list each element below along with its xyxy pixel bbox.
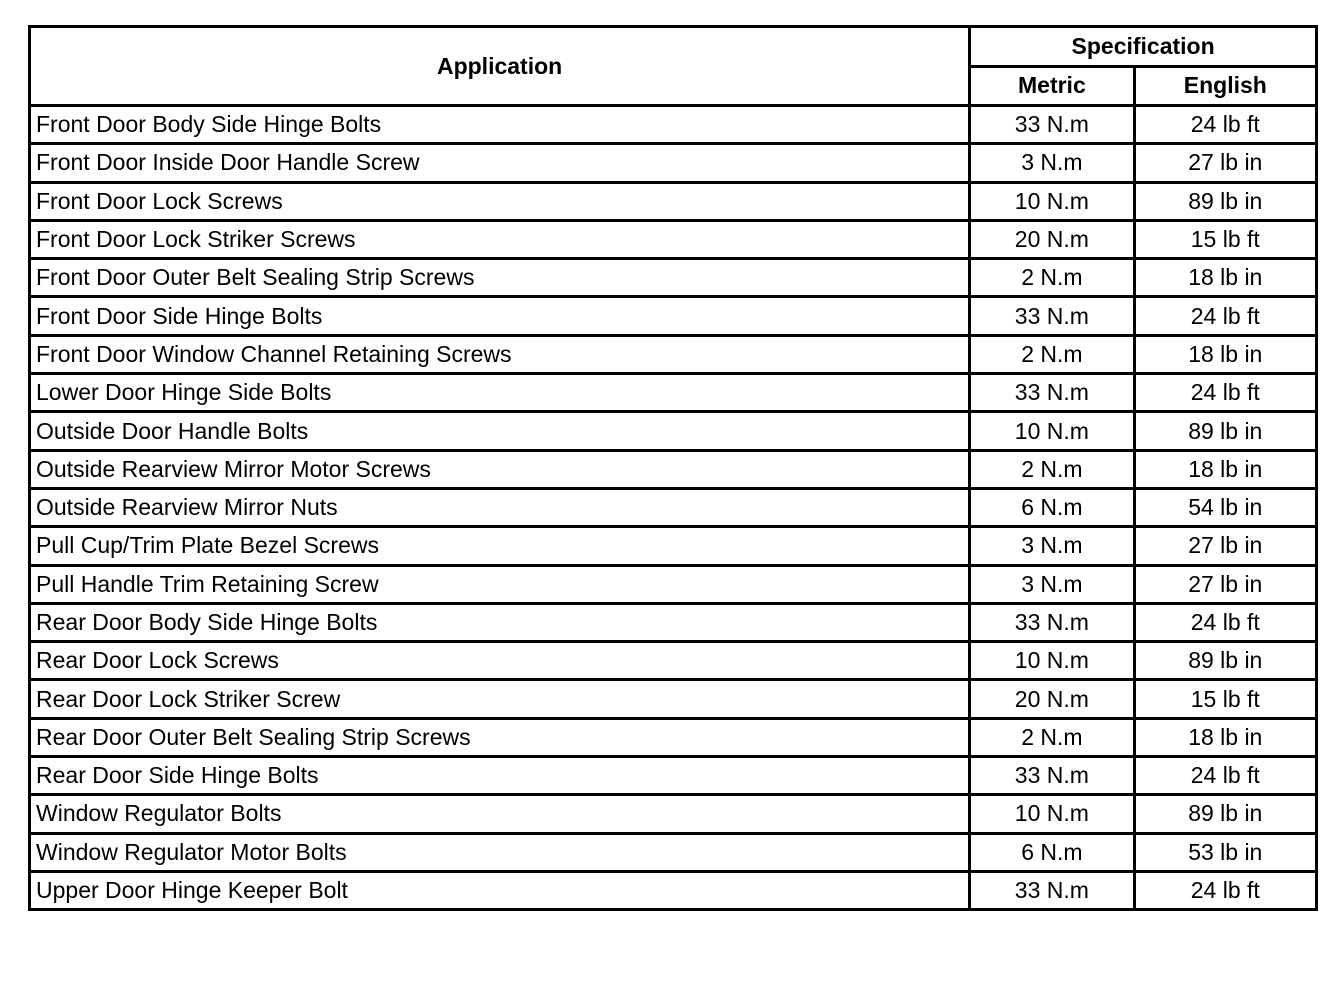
english-cell: 27 lb in (1134, 144, 1316, 182)
metric-cell: 33 N.m (970, 297, 1134, 335)
application-cell: Outside Door Handle Bolts (30, 412, 970, 450)
application-cell: Lower Door Hinge Side Bolts (30, 374, 970, 412)
metric-cell: 3 N.m (970, 565, 1134, 603)
table-row (30, 718, 1317, 756)
english-header: English (1134, 66, 1316, 106)
application-cell: Front Door Side Hinge Bolts (30, 297, 970, 335)
metric-header: Metric (970, 66, 1134, 106)
table-row (30, 106, 1317, 144)
english-cell: 24 lb ft (1134, 757, 1316, 795)
english-cell: 24 lb ft (1134, 871, 1316, 909)
metric-cell: 2 N.m (970, 335, 1134, 373)
metric-cell: 2 N.m (970, 259, 1134, 297)
fastener-spec-table (28, 25, 1318, 911)
application-cell: Pull Handle Trim Retaining Screw (30, 565, 970, 603)
application-cell: Front Door Inside Door Handle Screw (30, 144, 970, 182)
table-row (30, 412, 1317, 450)
english-cell: 15 lb ft (1134, 220, 1316, 258)
metric-cell: 2 N.m (970, 450, 1134, 488)
english-cell: 89 lb in (1134, 642, 1316, 680)
english-cell: 89 lb in (1134, 412, 1316, 450)
table-row (30, 565, 1317, 603)
english-cell: 24 lb ft (1134, 374, 1316, 412)
english-cell: 24 lb ft (1134, 603, 1316, 641)
metric-cell: 20 N.m (970, 220, 1134, 258)
table-row (30, 603, 1317, 641)
metric-cell: 10 N.m (970, 795, 1134, 833)
application-cell: Window Regulator Bolts (30, 795, 970, 833)
metric-cell: 10 N.m (970, 642, 1134, 680)
metric-cell: 33 N.m (970, 871, 1134, 909)
metric-cell: 10 N.m (970, 412, 1134, 450)
english-cell: 53 lb in (1134, 833, 1316, 871)
english-cell: 18 lb in (1134, 335, 1316, 373)
table-row (30, 871, 1317, 909)
english-cell: 18 lb in (1134, 718, 1316, 756)
application-cell: Rear Door Body Side Hinge Bolts (30, 603, 970, 641)
table-row (30, 144, 1317, 182)
english-cell: 18 lb in (1134, 450, 1316, 488)
application-cell: Upper Door Hinge Keeper Bolt (30, 871, 970, 909)
table-row (30, 374, 1317, 412)
metric-cell: 6 N.m (970, 488, 1134, 526)
metric-cell: 33 N.m (970, 106, 1134, 144)
table-row (30, 220, 1317, 258)
table-row (30, 259, 1317, 297)
english-cell: 18 lb in (1134, 259, 1316, 297)
metric-cell: 6 N.m (970, 833, 1134, 871)
english-cell: 24 lb ft (1134, 106, 1316, 144)
application-cell: Front Door Lock Striker Screws (30, 220, 970, 258)
english-cell: 27 lb in (1134, 527, 1316, 565)
english-cell: 89 lb in (1134, 182, 1316, 220)
table-body (30, 106, 1317, 910)
application-cell: Front Door Outer Belt Sealing Strip Screws (30, 259, 970, 297)
table-header (30, 27, 1317, 106)
english-cell: 15 lb ft (1134, 680, 1316, 718)
application-cell: Window Regulator Motor Bolts (30, 833, 970, 871)
application-cell: Rear Door Outer Belt Sealing Strip Screws (30, 718, 970, 756)
application-cell: Outside Rearview Mirror Motor Screws (30, 450, 970, 488)
application-cell: Front Door Window Channel Retaining Screws (30, 335, 970, 373)
metric-cell: 33 N.m (970, 603, 1134, 641)
english-cell: 27 lb in (1134, 565, 1316, 603)
table-row (30, 488, 1317, 526)
english-cell: 24 lb ft (1134, 297, 1316, 335)
metric-cell: 33 N.m (970, 374, 1134, 412)
application-header: Application (30, 27, 970, 106)
header-row-top (30, 27, 1317, 67)
table-row (30, 527, 1317, 565)
metric-cell: 3 N.m (970, 527, 1134, 565)
table-row (30, 642, 1317, 680)
table-row (30, 450, 1317, 488)
table-row (30, 335, 1317, 373)
metric-cell: 10 N.m (970, 182, 1134, 220)
table-row (30, 297, 1317, 335)
metric-cell: 2 N.m (970, 718, 1134, 756)
metric-cell: 33 N.m (970, 757, 1134, 795)
table-row (30, 182, 1317, 220)
metric-cell: 3 N.m (970, 144, 1134, 182)
application-cell: Outside Rearview Mirror Nuts (30, 488, 970, 526)
application-cell: Front Door Lock Screws (30, 182, 970, 220)
specification-header: Specification (970, 27, 1317, 67)
application-cell: Rear Door Side Hinge Bolts (30, 757, 970, 795)
table-row (30, 833, 1317, 871)
english-cell: 89 lb in (1134, 795, 1316, 833)
table-row (30, 757, 1317, 795)
table-row (30, 680, 1317, 718)
table-row (30, 795, 1317, 833)
application-cell: Rear Door Lock Striker Screw (30, 680, 970, 718)
application-cell: Front Door Body Side Hinge Bolts (30, 106, 970, 144)
english-cell: 54 lb in (1134, 488, 1316, 526)
application-cell: Pull Cup/Trim Plate Bezel Screws (30, 527, 970, 565)
application-cell: Rear Door Lock Screws (30, 642, 970, 680)
metric-cell: 20 N.m (970, 680, 1134, 718)
